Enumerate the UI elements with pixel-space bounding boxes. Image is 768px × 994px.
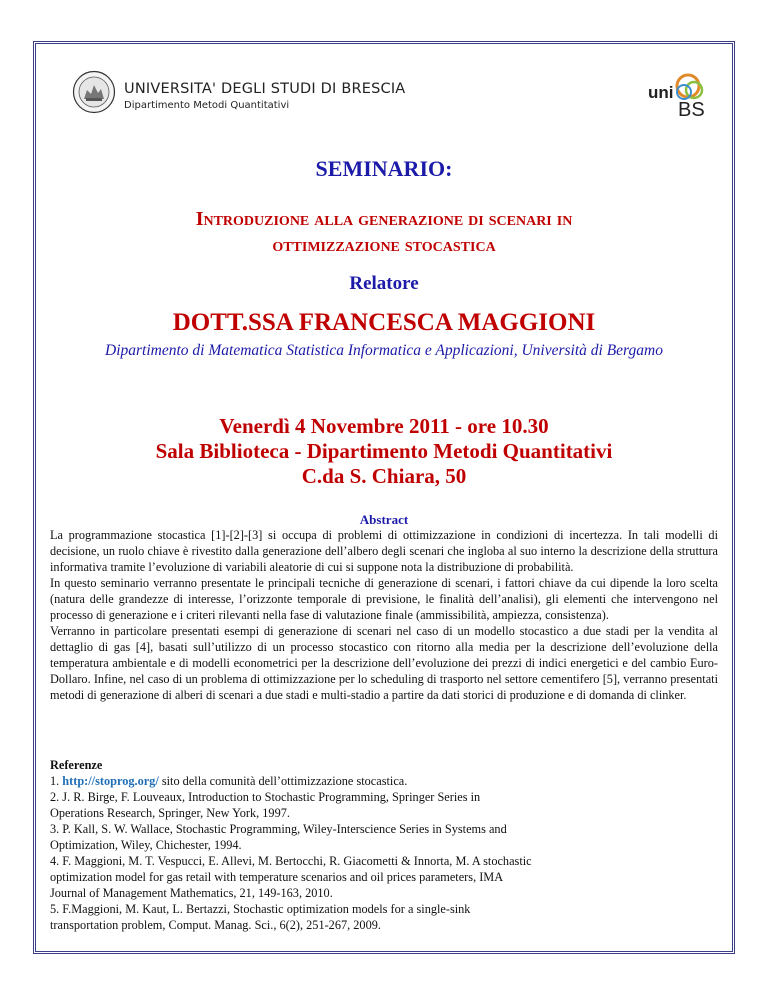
event-venue: Sala Biblioteca - Dipartimento Metodi Quantitativi	[155, 439, 613, 463]
abstract-paragraph: In questo seminario verranno presentate le principali tecniche di generazione di scenari, i fattori chiave da cui dipende la loro scelta (natura delle grandezze di interesse, l’orizzonte temporale di previsione, le finalità dell’analisi), gli elementi che intervengono nel processo di generazione e i criteri rilevanti nella fase di valutazione finale (ammissibilità, ampiezza, consistenza).	[50, 576, 718, 622]
reference-item-cont: Optimization, Wiley, Chichester, 1994.	[50, 838, 242, 852]
reference-item: 5. F.Maggioni, M. Kaut, L. Bertazzi, Stochastic optimization models for a single-sink	[50, 902, 471, 916]
abstract-paragraph: La programmazione stocastica [1]-[2]-[3] si occupa di problemi di ottimizzazione in condizioni di incertezza. In tali modelli di decisione, un ruolo chiave è rivestito dalla generazione dell’albero degli scenari che ingloba al suo interno la descrizione della struttura informativa tramite l’evoluzione di variabili aleatorie di cui si suppone nota la distribuzione di probabilità.	[50, 528, 718, 574]
reference-item: 1. http://stoprog.org/ sito della comunità dell’ottimizzazione stocastica.	[50, 774, 408, 788]
reference-item-cont: optimization model for gas retail with temperature scenarios and oil prices parameters, IMA	[50, 870, 504, 884]
university-name: UNIVERSITA' DEGLI STUDI DI BRESCIA	[124, 81, 406, 97]
event-date-time: Venerdì 4 Novembre 2011 - ore 10.30	[219, 414, 549, 438]
abstract-heading: Abstract	[359, 512, 409, 527]
reference-item-cont: Journal of Management Mathematics, 21, 149-163, 2010.	[50, 886, 333, 900]
unibs-logo	[648, 70, 712, 122]
reference-item: 4. F. Maggioni, M. T. Vespucci, E. Allevi, M. Bertocchi, R. Giacometti & Innorta, M. A stochastic	[50, 854, 532, 868]
stoprog-link[interactable]: http://stoprog.org/	[62, 774, 159, 788]
abstract-body	[50, 527, 718, 703]
references-heading: Referenze	[50, 758, 103, 772]
speaker-label: Relatore	[349, 273, 419, 294]
reference-item-cont: Operations Research, Springer, New York, 1997.	[50, 806, 290, 820]
references-section	[50, 757, 718, 933]
event-address: C.da S. Chiara, 50	[301, 464, 467, 488]
speaker-affiliation: Dipartimento di Matematica Statistica Informatica e Applicazioni, Università di Bergamo	[105, 342, 663, 359]
reference-item-cont: transportation problem, Comput. Manag. Sci., 6(2), 251-267, 2009.	[50, 918, 381, 932]
reference-item: 3. P. Kall, S. W. Wallace, Stochastic Programming, Wiley-Interscience Series in Systems and	[50, 822, 507, 836]
unibs-logo-uni: uni	[648, 83, 674, 102]
university-seal-logo	[72, 70, 116, 114]
unibs-logo-bs: BS	[678, 99, 705, 121]
event-label: SEMINARIO:	[315, 156, 453, 181]
department-name: Dipartimento Metodi Quantitativi	[124, 100, 290, 111]
event-details	[40, 414, 728, 489]
seminar-title-line2: ottimizzazione stocastica	[272, 234, 496, 256]
seminar-title-line1: Introduzione alla generazione di scenari in	[195, 208, 573, 230]
reference-item: 2. J. R. Birge, F. Louveaux, Introduction to Stochastic Programming, Springer Series in	[50, 790, 481, 804]
speaker-name: DOTT.SSA FRANCESCA MAGGIONI	[172, 309, 596, 336]
abstract-paragraph: Verranno in particolare presentati esempi di generazione di scenari nel caso di un modello stocastico a due stadi per la vendita al dettaglio di gas [4], basati sull’utilizzo di un processo stocastico con ritorno alla media per la descrizione dell’evoluzione della temperatura ambientale e di modelli econometrici per la descrizione dell’evoluzione dei prezzi di indici energetici e del cambio Euro-Dollaro. Infine, nel caso di un problema di ottimizzazione per lo scheduling di trasporto nel settore cementifero [5], verranno presentati metodi di generazione di alberi di scenari a due stadi e multi-stadio a partire da dati storici di produzione e di domanda di clinker.	[50, 624, 718, 702]
